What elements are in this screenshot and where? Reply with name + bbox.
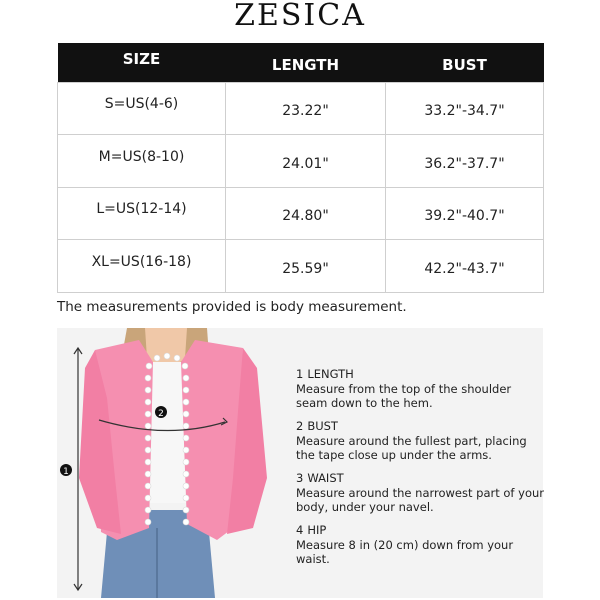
length-cell: 24.80" (226, 187, 386, 240)
size-cell: S=US(4-6) (58, 82, 226, 135)
legend-description: Measure from the top of the shoulder seam down to the hem. (296, 381, 512, 410)
legend-description: Measure around the narrowest part of your body, under your navel. (296, 485, 544, 514)
table-row (58, 187, 544, 240)
legend-item-length (296, 367, 546, 411)
length-marker-number: 1 (63, 467, 69, 477)
bust-cell: 33.2"-34.7" (386, 82, 544, 135)
legend-number: 2 (296, 419, 304, 433)
legend-number: 3 (296, 471, 304, 485)
table-row (58, 82, 544, 135)
bust-cell: 42.2"-43.7" (386, 240, 544, 293)
legend-number: 1 (296, 367, 304, 381)
legend-title: LENGTH (307, 367, 354, 381)
bust-marker-number: 2 (158, 409, 164, 419)
header-length: LENGTH (226, 43, 386, 82)
measurement-legend (296, 367, 546, 575)
size-cell: M=US(8-10) (58, 135, 226, 188)
length-cell: 24.01" (226, 135, 386, 188)
bust-cell: 39.2"-40.7" (386, 187, 544, 240)
size-cell: XL=US(16-18) (58, 240, 226, 293)
legend-number: 4 (296, 523, 304, 537)
table-row (58, 240, 544, 293)
legend-title: BUST (307, 419, 338, 433)
header-size: SIZE (58, 43, 226, 82)
bust-cell: 36.2"-37.7" (386, 135, 544, 188)
model-illustration (57, 328, 277, 598)
table-row (58, 135, 544, 188)
legend-title: HIP (307, 523, 327, 537)
legend-item-waist (296, 471, 546, 515)
size-cell: L=US(12-14) (58, 187, 226, 240)
legend-description: Measure around the fullest part, placing the tape close up under the arms. (296, 433, 527, 462)
length-cell: 25.59" (226, 240, 386, 293)
table-header-row (58, 43, 544, 82)
legend-item-hip (296, 523, 546, 567)
header-bust: BUST (386, 43, 544, 82)
brand-logo: ZESICA (234, 0, 366, 33)
measurement-note: The measurements provided is body measurement. (57, 299, 407, 315)
legend-description: Measure 8 in (20 cm) down from your waist. (296, 537, 514, 566)
length-cell: 23.22" (226, 82, 386, 135)
legend-title: WAIST (307, 471, 344, 485)
size-chart-table (57, 43, 544, 293)
legend-item-bust (296, 419, 546, 463)
